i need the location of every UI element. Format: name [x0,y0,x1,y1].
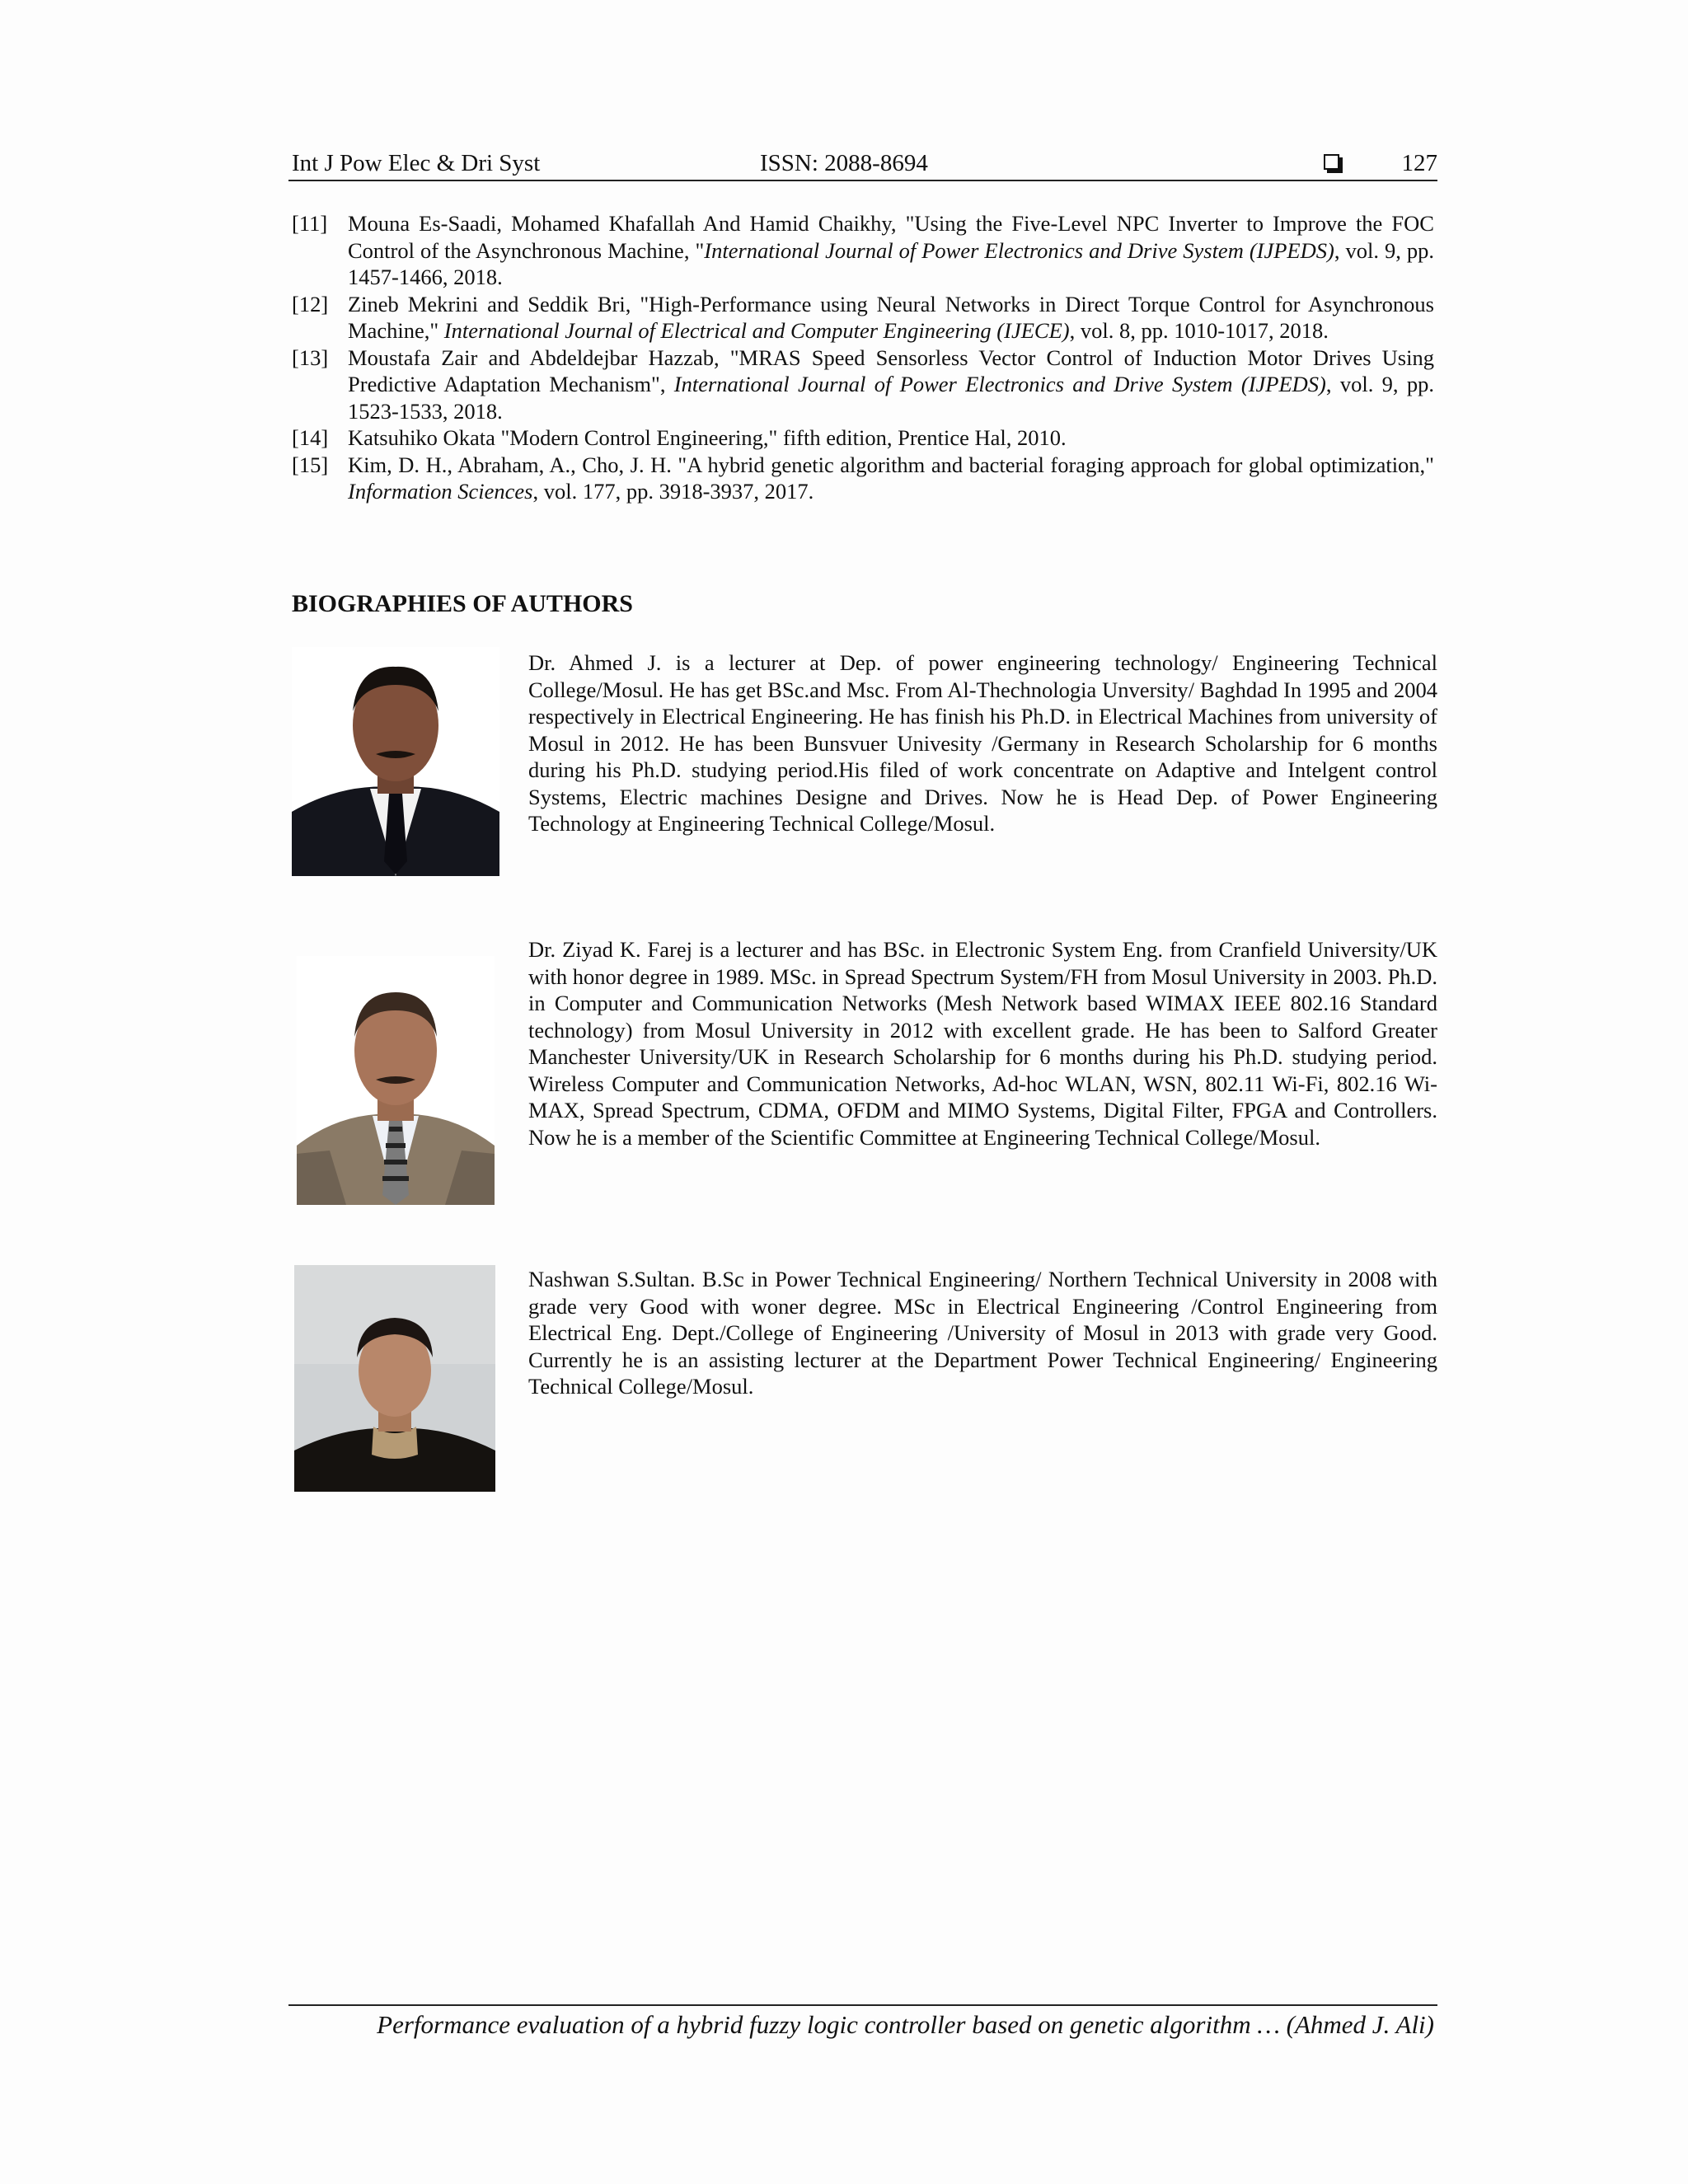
reference-details: , vol. 177, pp. 3918-3937, 2017. [532,479,814,504]
reference-details: , vol. 8, pp. 1010-1017, 2018. [1069,318,1329,343]
author-photo [297,956,495,1205]
reference-details: , vol. 9, pp. 1523-1533, 2018. [348,372,1434,424]
header-divider [288,180,1437,181]
author-bio: Dr. Ziyad K. Farej is a lecturer and has BSc. in Electronic System Eng. from Cranfield University/UK with honor degree in 1989. MSc. in Spread Spectrum System/FH from Mosul University in 2003. Ph.D. in Computer and Communication Networks (Mesh Network based WIMAX IEEE 802.16 Standard technology) from Mosul University in 2012 with excellent grade. He has been to Salford Greater Manchester University/UK in Research Scholarship for 6 months during his Ph.D. studying period. Wireless Computer and Communication Networks, Ad-hoc WLAN, WSN, 802.11 Wi-Fi, 802.16 Wi-MAX, Spread Spectrum, CDMA, OFDM and MIMO Systems, Digital Filter, FPGA and Controllers. Now he is a member of the Scientific Committee at Engineering Technical College/Mosul. [528,937,1437,1150]
reference-details: , vol. 9, pp. 1457-1466, 2018. [348,237,1434,289]
reference-journal: International Journal of Electrical and Computer Engineering (IJECE) [443,318,1070,343]
running-title: Performance evaluation of a hybrid fuzzy logic controller based on genetic algorithm … (Ahmed J. Ali) [377,2010,1434,2039]
journal-name: Int J Pow Elec & Dri Syst [292,150,541,176]
issn: ISSN: 2088-8694 [760,150,928,176]
reference-text: Kim, D. H., Abraham, A., Cho, J. H. "A hybrid genetic algorithm and bacterial foraging approach for global optimization," [348,452,1434,477]
author-photo [294,1265,495,1492]
reference-number: [15] [292,452,329,477]
page-number: 127 [1401,150,1437,176]
reference-text: Moustafa Zair and Abdeldejbar Hazzab, "MRAS Speed Sensorless Vector Control of Induction Motor Drives Using Predictive Adaptation Mechanism", [348,344,1434,396]
reference-list [292,210,1434,505]
reference-number: [11] [292,211,328,236]
reference-item [292,344,1434,425]
section-heading: BIOGRAPHIES OF AUTHORS [292,590,633,617]
author-photo [292,647,499,876]
page-header [292,147,1437,180]
reference-text: Katsuhiko Okata "Modern Control Engineering," fifth edition, Prentice Hal, 2010. [348,425,1067,450]
reference-text: Zineb Mekrini and Seddik Bri, "High-Performance using Neural Networks in Direct Torque Control for Asynchronous Machine," [348,291,1434,343]
reference-number: [14] [292,425,329,450]
reference-journal: Information Sciences [348,479,533,504]
footer-divider [288,2004,1437,2006]
reference-journal: International Journal of Power Electronics and Drive System (IJPEDS) [704,237,1334,263]
author-bio: Dr. Ahmed J. is a lecturer at Dep. of power engineering technology/ Engineering Technical College/Mosul. He has get BSc.and Msc. From Al-Thechnologia Unversity/ Baghdad In 1995 and 2004 respectively in Electrical Engineering. He has finish his Ph.D. in Electrical Machines from university of Mosul in 2012. He has been Bunsvuer Univesity /Germany in Research Scholarship for 6 months during his Ph.D. studying period.His filed of work concentrate on Adaptive and Intelgent control Systems, Electric machines Designe and Drives. Now he is Head Dep. of Power Engineering Technology at Engineering Technical College/Mosul. [528,650,1437,836]
reference-item [292,452,1434,505]
reference-item [292,210,1434,291]
reference-text: Mouna Es-Saadi, Mohamed Khafallah And Hamid Chaikhy, "Using the Five-Level NPC Inverter to Improve the FOC Control of the Asynchronous Machine, " [348,211,1434,263]
reference-journal: International Journal of Power Electronics and Drive System (IJPEDS) [673,372,1326,396]
reference-number: [12] [292,291,329,316]
reference-item [292,424,1434,452]
reference-number: [13] [292,344,329,370]
square-bullet-icon [1324,154,1339,170]
author-bio: Nashwan S.Sultan. B.Sc in Power Technical Engineering/ Northern Technical University in 2008 with grade very Good with woner degree. MSc in Electrical Engineering /Control Engineering from Electrical Eng. Dept./College of Engineering /University of Mosul in 2013 with grade very Good. Currently he is an assisting lecturer at the Department Power Technical Engineering/ Engineering Technical College/Mosul. [528,1267,1437,1399]
reference-item [292,291,1434,344]
